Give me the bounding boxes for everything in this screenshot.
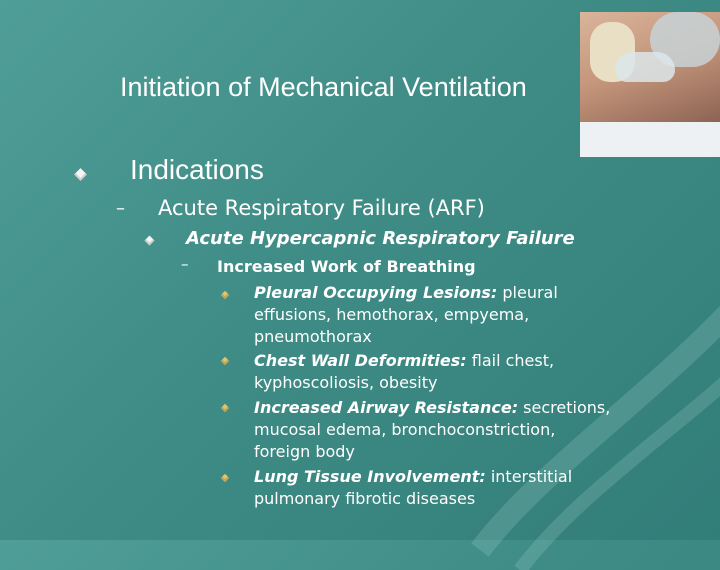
diamond-bullet-icon bbox=[221, 357, 229, 365]
dash-bullet-icon: – bbox=[116, 198, 125, 219]
list-item: Lung Tissue Involvement: interstitial pulmonary fibrotic diseases bbox=[254, 467, 573, 508]
diamond-bullet-icon bbox=[221, 404, 229, 412]
indications-heading: Indications bbox=[130, 154, 264, 185]
work-of-breathing-heading: Increased Work of Breathing bbox=[217, 257, 476, 276]
slide-title: Initiation of Mechanical Ventilation bbox=[120, 72, 527, 102]
ventilation-mask-photo bbox=[580, 12, 720, 157]
diamond-bullet-icon bbox=[221, 474, 229, 482]
list-item: Increased Airway Resistance: secretions, mucosal edema, bronchoconstriction, foreign body bbox=[254, 398, 611, 461]
diamond-bullet-icon bbox=[145, 236, 155, 246]
list-item: Pleural Occupying Lesions: pleural effusions, hemothorax, empyema, pneumothorax bbox=[254, 283, 558, 346]
diamond-bullet-icon bbox=[74, 168, 87, 181]
hypercapnic-heading: Acute Hypercapnic Respiratory Failure bbox=[186, 228, 575, 249]
diamond-bullet-icon bbox=[221, 291, 229, 299]
arf-heading: Acute Respiratory Failure (ARF) bbox=[158, 196, 485, 220]
list-item: Chest Wall Deformities: flail chest, kyphoscoliosis, obesity bbox=[254, 351, 555, 392]
dash-bullet-icon: – bbox=[181, 255, 189, 273]
